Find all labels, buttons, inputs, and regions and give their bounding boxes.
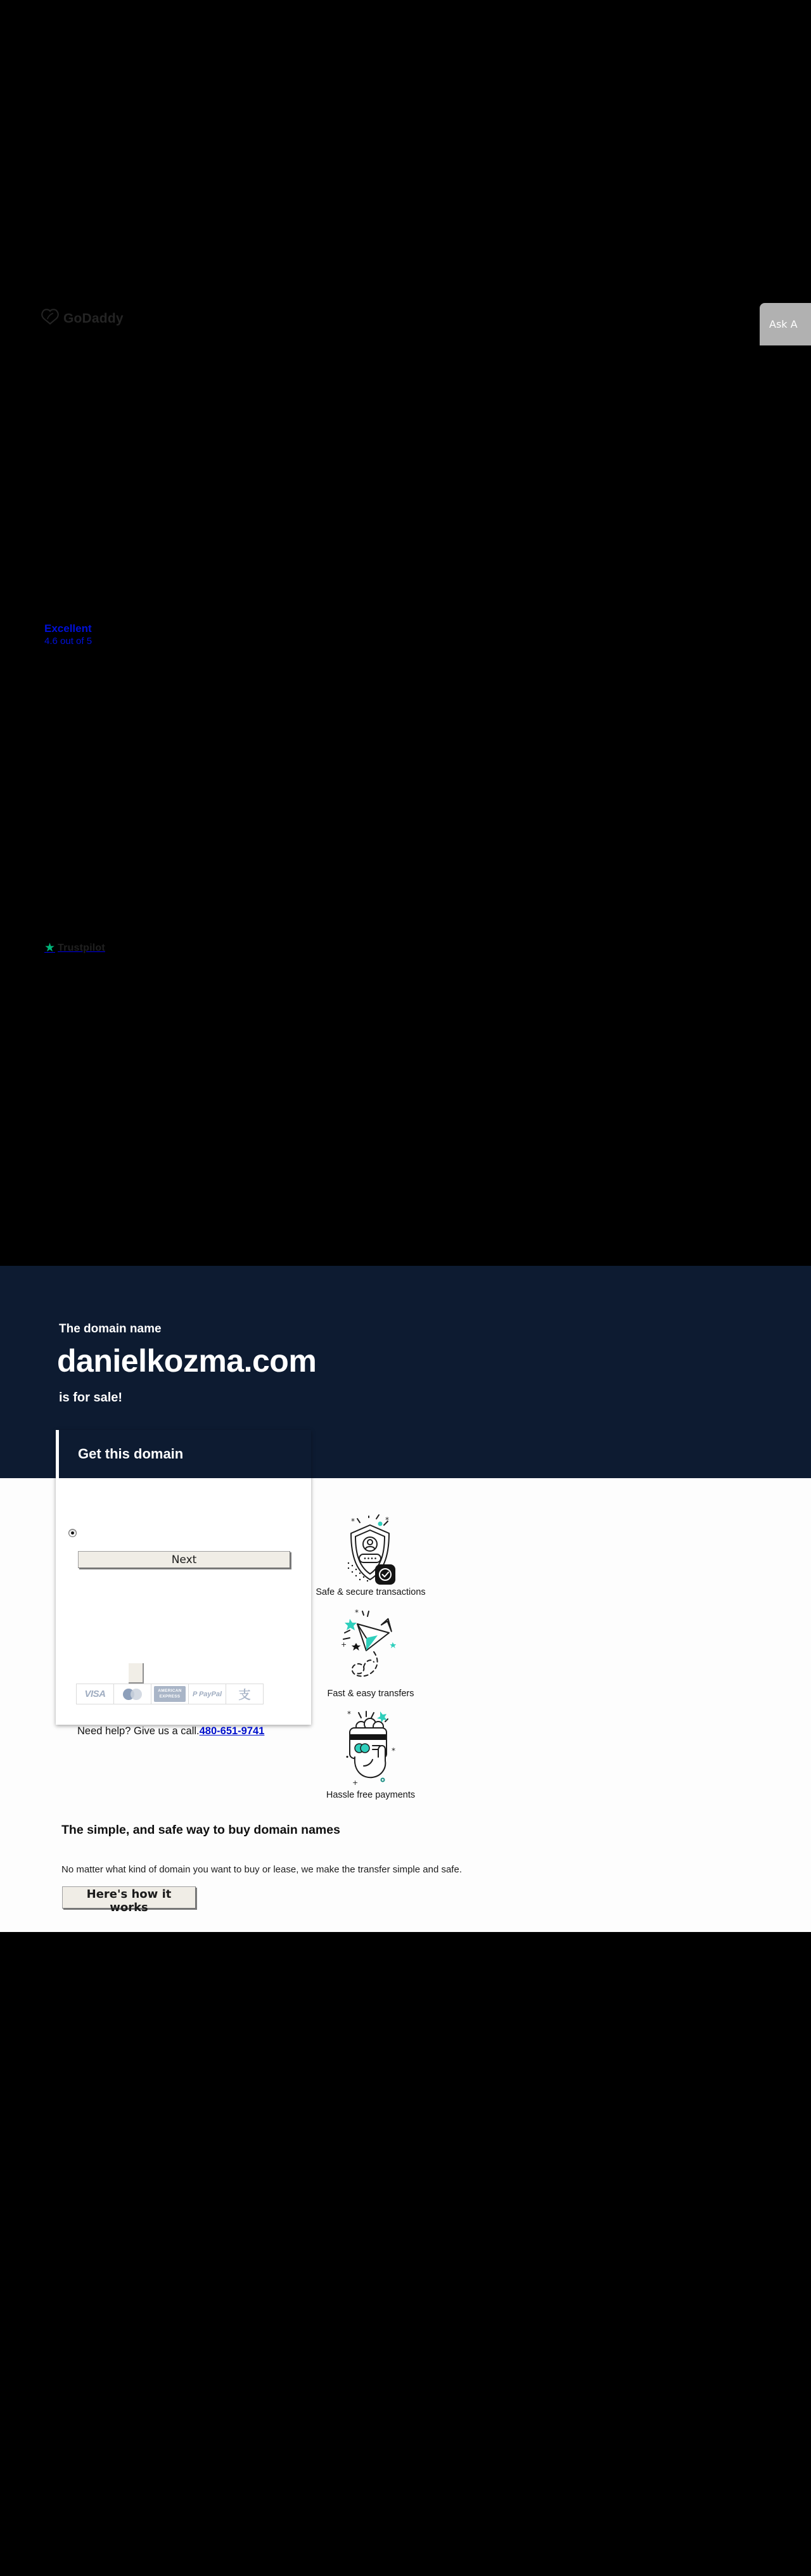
trustpilot-wordmark: Trustpilot (58, 942, 105, 953)
svg-text:*: * (347, 1710, 351, 1718)
svg-text:*: * (355, 1608, 359, 1617)
godaddy-logo[interactable] (41, 308, 124, 329)
svg-text:+: + (352, 1779, 359, 1787)
need-help-text (77, 1725, 264, 1737)
trustpilot-star-icon: ★ (44, 941, 56, 955)
benefit-label-payments: Hassle free payments (326, 1790, 416, 1800)
card-header (59, 1430, 311, 1478)
payment-hand-icon (338, 1708, 402, 1793)
benefit-label-secure: Safe & secure transactions (316, 1587, 426, 1597)
how-it-works-button[interactable]: Here's how it works (62, 1886, 196, 1909)
alipay-icon: 支 (226, 1684, 264, 1704)
rating-score-link[interactable]: 4.6 out of 5 (44, 636, 93, 647)
amex-icon: AMERICAN EXPRESS (151, 1684, 189, 1704)
visa-icon: VISA (76, 1684, 114, 1704)
domain-name-title: danielkozma.com (57, 1343, 317, 1379)
image-placeholder (129, 1663, 144, 1684)
benefit-label-transfers: Fast & easy transfers (327, 1689, 414, 1699)
info-heading: The simple, and safe way to buy domain names (61, 1823, 340, 1837)
get-domain-card (56, 1430, 311, 1725)
svg-text:*: * (392, 1746, 395, 1755)
hero-kicker: The domain name (59, 1322, 162, 1336)
svg-text:*: * (351, 1517, 355, 1526)
shield-icon (338, 1514, 402, 1589)
paper-plane-icon (336, 1607, 404, 1690)
godaddy-heart-icon (41, 308, 60, 329)
ask-assistant-button[interactable]: Ask A (760, 303, 811, 345)
rating-excellent-link[interactable]: Excellent (44, 622, 92, 634)
top-section (0, 0, 811, 1266)
trustpilot-link[interactable] (44, 942, 105, 954)
need-help-label: Need help? Give us a call. (77, 1725, 200, 1737)
payment-methods-row (77, 1684, 264, 1704)
svg-text:*: * (385, 1516, 389, 1524)
info-body: No matter what kind of domain you want to buy or lease, we make the transfer simple and safe. (61, 1864, 462, 1875)
hero-suffix: is for sale! (59, 1391, 123, 1405)
offer-option-radio[interactable] (68, 1529, 77, 1537)
mastercard-icon (113, 1684, 151, 1704)
footer-section (0, 1932, 811, 2576)
next-button[interactable]: Next (78, 1551, 290, 1568)
phone-link[interactable]: 480-651-9741 (199, 1725, 265, 1737)
svg-text:+: + (341, 1640, 347, 1649)
card-title: Get this domain (78, 1446, 184, 1462)
godaddy-wordmark: GoDaddy (63, 311, 124, 326)
paypal-icon: P PayPal (188, 1684, 226, 1704)
